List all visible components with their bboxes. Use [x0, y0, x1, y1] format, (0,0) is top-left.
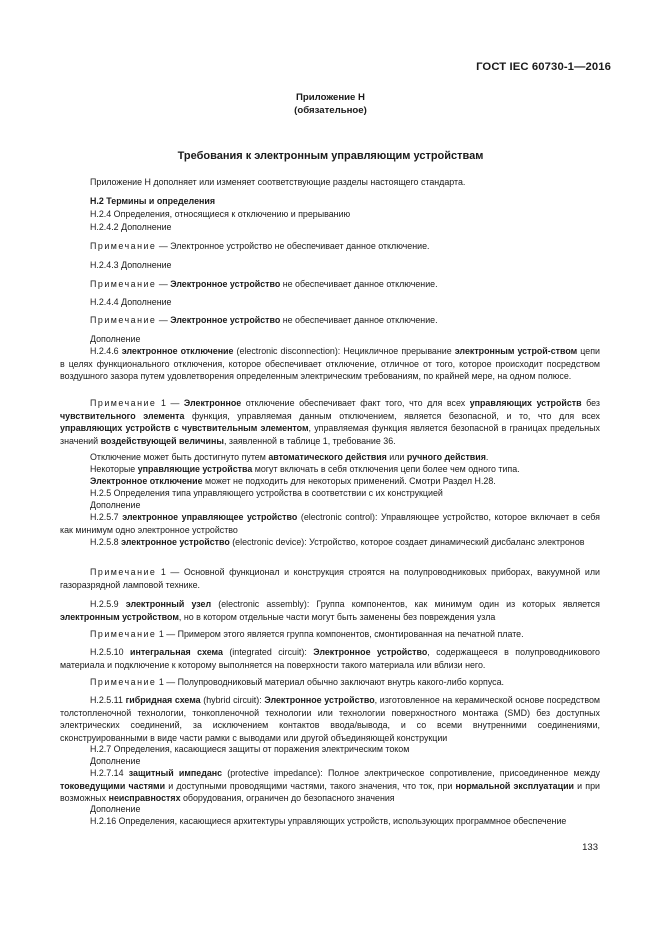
- supplement-label: Дополнение: [90, 756, 141, 766]
- term: электронное отключение: [121, 346, 234, 356]
- term-ref: Электронное устройство: [313, 647, 428, 657]
- note-dash: —: [156, 279, 171, 289]
- definition-text: (electronic control): Управляющее устройство, которое включает в себя как минимум одно электронное устройство: [60, 512, 600, 535]
- note-term: Электронное устройство: [170, 279, 281, 289]
- note-label: Примечание: [90, 241, 157, 251]
- note-text: не обеспечивает данное отключение.: [280, 279, 438, 289]
- standard-header: ГОСТ IEC 60730-1—2016: [476, 61, 611, 73]
- clause-number: Н.2.5.11: [90, 695, 126, 705]
- note-text: 1 — Основной функционал и конструкция строятся на полупроводниковых приборах, вакуумной или газоразрядной ламповой технике.: [60, 567, 600, 590]
- clause-number: Н.2.7.14: [90, 768, 129, 778]
- para-eoff: [60, 475, 600, 488]
- para-text: .: [485, 452, 489, 462]
- term-ref: чувствительного элемента: [60, 410, 185, 421]
- note-label: Примечание: [90, 315, 157, 325]
- note-term: Электронное устройство: [170, 315, 281, 325]
- clause-number: Н.2.5.8: [90, 537, 122, 547]
- note-label: Примечание: [90, 567, 157, 577]
- term: электронное управляющее устройство: [122, 512, 298, 522]
- term-ref: нормальной эксплуатации: [455, 780, 574, 791]
- note-h2510: [60, 676, 600, 689]
- h25-heading: Н.2.5 Определения типа управляющего устройства в соответствии с их конструкцией: [90, 488, 443, 498]
- note-h258: [60, 566, 600, 591]
- para-text: Некоторые: [90, 464, 138, 474]
- term-ref: управляющих устройств с чувствительным элементом: [60, 423, 309, 434]
- h243-heading: Н.2.4.3 Дополнение: [90, 260, 172, 270]
- definition-text: и при возможных: [60, 780, 601, 804]
- term-ref: электронным устройством: [60, 611, 179, 622]
- para-text: Отключение может быть достигнуто путем: [90, 452, 269, 462]
- definition-h257: [60, 511, 600, 536]
- definition-text: (hybrid circuit):: [200, 695, 265, 705]
- h216-heading: Н.2.16 Определения, касающиеся архитектуры управляющих устройств, использующих программное обеспечение: [90, 816, 567, 826]
- h244-heading: Н.2.4.4 Дополнение: [90, 297, 172, 307]
- definition-text: (electronic disconnection): Нецикличное прерывание: [233, 346, 455, 356]
- h27-heading: Н.2.7 Определения, касающиеся защиты от поражения электрическим током: [90, 744, 410, 754]
- term-ref: воздействующей величины: [100, 435, 224, 446]
- definition-h258: [60, 536, 600, 549]
- definition-text: (electronic assembly): Группа компонентов, как минимум один из которых является: [211, 599, 600, 609]
- note-label: Примечание: [90, 629, 157, 639]
- definition-text: и доступными проводящими частями, такого значения, что ток, при: [165, 780, 456, 791]
- section-heading: Требования к электронным управляющим устройствам: [177, 150, 484, 162]
- term-ref: неисправностях: [108, 793, 181, 804]
- note-h242: [60, 240, 600, 253]
- term-ref: ручного действия: [406, 452, 486, 462]
- note-text: не обеспечивает данное отключение.: [280, 315, 438, 325]
- annex-status: (обязательное): [294, 105, 367, 116]
- term-ref: Электронное отключение: [90, 476, 203, 486]
- term: гибридная схема: [125, 695, 201, 705]
- section-h2-title: Н.2 Термины и определения: [90, 196, 216, 206]
- note-text: , управляемая функция является безопасной в границах предельных значений: [60, 423, 600, 446]
- term-ref: автоматического действия: [268, 452, 387, 462]
- h24-heading: Н.2.4 Определения, относящиеся к отключению и прерыванию: [90, 209, 351, 219]
- page-number: 133: [582, 842, 598, 853]
- definition-text: , изготовленное на керамической основе посредством толстопленочной технологии, тонкопленочной технологии или технологии поверхностного монтажа (SMD) без доступных электрических соединений, за исключением контактов ввода/вывода, и со всеми внутренними соединениями, сконструированными в виде части рамки с выводами или другой объединяющей конструкции: [60, 695, 600, 743]
- note-label: Примечание: [90, 279, 157, 289]
- term: защитный импеданс: [128, 768, 223, 778]
- para-auto: [60, 451, 600, 464]
- term-ref: Электронное устройство: [264, 695, 375, 705]
- clause-number: Н.2.5.9: [90, 599, 126, 609]
- para-text: может не подходить для некоторых применений. Смотри Раздел Н.28.: [202, 476, 496, 486]
- definition-text: (integrated circuit):: [222, 647, 314, 657]
- definition-h259: [60, 598, 600, 623]
- term-ref: Электронное: [183, 398, 242, 408]
- definition-text: цепи в целях функционального отключения, которое обеспечивает отключение, отличное от того, которое происходит посредством воздушного зазора путем удовлетворения определенным электрическим требованиям, по крайней мере, на одном полюсе.: [60, 346, 600, 382]
- definition-h2511: [60, 694, 600, 744]
- section-h2-heading: [60, 195, 600, 208]
- clause-number: Н.2.5.7: [90, 512, 123, 522]
- term-ref: токоведущими частями: [60, 780, 166, 791]
- h242-heading: Н.2.4.2 Дополнение: [90, 222, 172, 232]
- para-text: или: [386, 452, 407, 462]
- note-h259: [60, 628, 600, 641]
- term-ref: управляющие устройства: [137, 464, 253, 474]
- definition-h2714: [60, 767, 600, 805]
- definition-h2510: [60, 646, 600, 671]
- definition-h2446: [60, 345, 600, 383]
- note-h244: [60, 314, 600, 327]
- supplement-label: Дополнение: [90, 804, 141, 814]
- note-text: без: [581, 398, 600, 408]
- para-text: могут включать в себя отключения цепи более чем одного типа.: [252, 464, 520, 474]
- note-text: 1 — Полупроводниковый материал обычно заключают внутрь какого-либо корпуса.: [156, 677, 505, 687]
- definition-text: (electronic device): Устройство, которое создает динамический дисбаланс электронов: [229, 537, 585, 547]
- note-label: Примечание: [90, 398, 157, 408]
- clause-number: Н.2.4.6: [90, 346, 122, 356]
- definition-text: оборудования, ограничен до безопасного значения: [180, 793, 395, 804]
- note-text: отключение обеспечивает факт того, что для всех: [241, 398, 470, 408]
- note-text: функция, управляемая данным отключением, является безопасной, и то, что для всех: [184, 410, 600, 421]
- annex-title: Приложение Н: [296, 92, 365, 103]
- intro-paragraph: Приложение Н дополняет или изменяет соответствующие разделы настоящего стандарта.: [90, 177, 466, 187]
- term: интегральная схема: [130, 647, 223, 657]
- supplement-label: Дополнение: [90, 500, 141, 510]
- note-text: , заявленной в таблице 1, требование 36.: [223, 435, 396, 446]
- note-dash: —: [156, 315, 171, 325]
- note-number: 1 —: [156, 398, 184, 408]
- definition-text: , но в котором отдельные части могут быть заменены без повреждения узла: [178, 611, 496, 622]
- supplement-label: Дополнение: [90, 334, 141, 344]
- para-some: [60, 463, 600, 476]
- term: электронное устройство: [121, 537, 230, 547]
- note-h243: [60, 278, 600, 291]
- term-ref: электронным устрой-ством: [454, 346, 578, 356]
- note-text: 1 — Примером этого является группа компонентов, смонтированная на печатной плате.: [156, 629, 524, 639]
- definition-text: , содержащееся в полупроводникового материала и подключение к которому выполняется на поверхности такого материала или вблизи него.: [60, 647, 600, 670]
- note-label: Примечание: [90, 677, 157, 687]
- note-h2446: [60, 397, 600, 447]
- definition-text: (protective impedance): Полное электрическое сопротивление, присоединенное между: [222, 768, 600, 778]
- clause-number: Н.2.5.10: [90, 647, 130, 657]
- term-ref: управляющих устройств: [469, 398, 582, 408]
- term: электронный узел: [125, 599, 212, 609]
- note-text: — Электронное устройство не обеспечивает данное отключение.: [156, 241, 430, 251]
